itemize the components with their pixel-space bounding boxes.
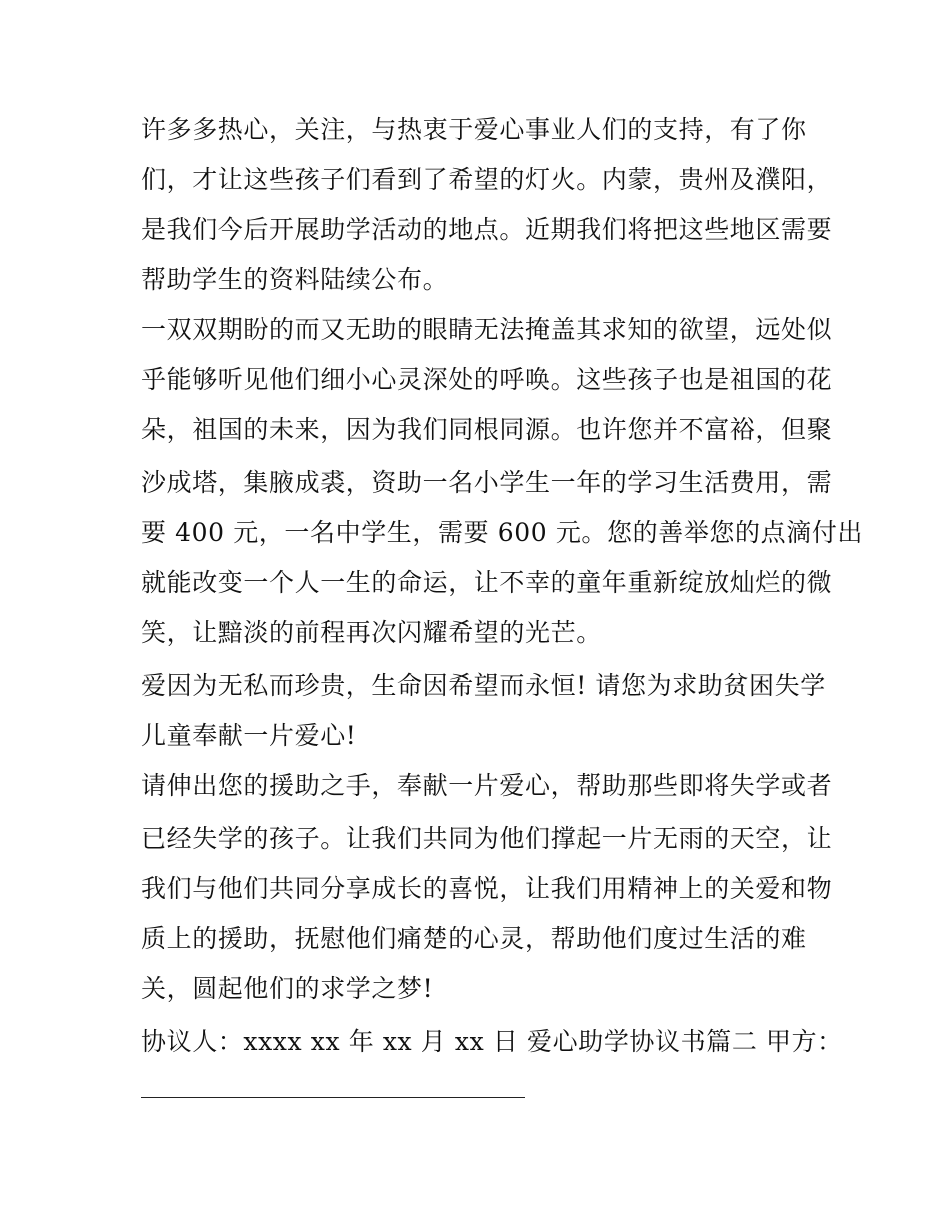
text-line: 请伸出您的援助之手，奉献一片爱心，帮助那些即将失学或者 (141, 771, 833, 800)
text-line: 要 400 元，一名中学生，需要 600 元。您的善举您的点滴付出 (141, 518, 864, 547)
text-line: 朵，祖国的未来，因为我们同根同源。也许您并不富裕，但聚 (141, 415, 833, 444)
text-line: 就能改变一个人一生的命运，让不幸的童年重新绽放灿烂的微 (141, 568, 833, 597)
signature-blank-line (141, 1097, 525, 1098)
text-line: 许多多热心，关注，与热衷于爱心事业人们的支持，有了你 (141, 115, 807, 144)
text-line: 帮助学生的资料陆续公布。 (141, 265, 449, 294)
text-line: 笑，让黯淡的前程再次闪耀希望的光芒。 (141, 618, 602, 647)
text-line: 是我们今后开展助学活动的地点。近期我们将把这些地区需要 (141, 215, 833, 244)
text-line: 乎能够听见他们细小心灵深处的呼唤。这些孩子也是祖国的花 (141, 365, 833, 394)
text-line: 关，圆起他们的求学之梦! (141, 974, 434, 1003)
text-line: 爱因为无私而珍贵，生命因希望而永恒! 请您为求助贫困失学 (141, 671, 826, 700)
text-line: 一双双期盼的而又无助的眼睛无法掩盖其求知的欲望，远处似 (141, 315, 833, 344)
text-line: 们，才让这些孩子们看到了希望的灯火。内蒙，贵州及濮阳， (141, 165, 833, 194)
text-line: 我们与他们共同分享成长的喜悦，让我们用精神上的关爱和物 (141, 874, 833, 903)
text-line: 沙成塔，集腋成裘，资助一名小学生一年的学习生活费用，需 (141, 468, 833, 497)
text-line: 协议人：xxxx xx 年 xx 月 xx 日 爱心助学协议书篇二 甲方： (141, 1027, 843, 1056)
text-line: 儿童奉献一片爱心! (141, 721, 357, 750)
text-line: 质上的援助，抚慰他们痛楚的心灵，帮助他们度过生活的难 (141, 924, 807, 953)
text-line: 已经失学的孩子。让我们共同为他们撑起一片无雨的天空，让 (141, 824, 833, 853)
